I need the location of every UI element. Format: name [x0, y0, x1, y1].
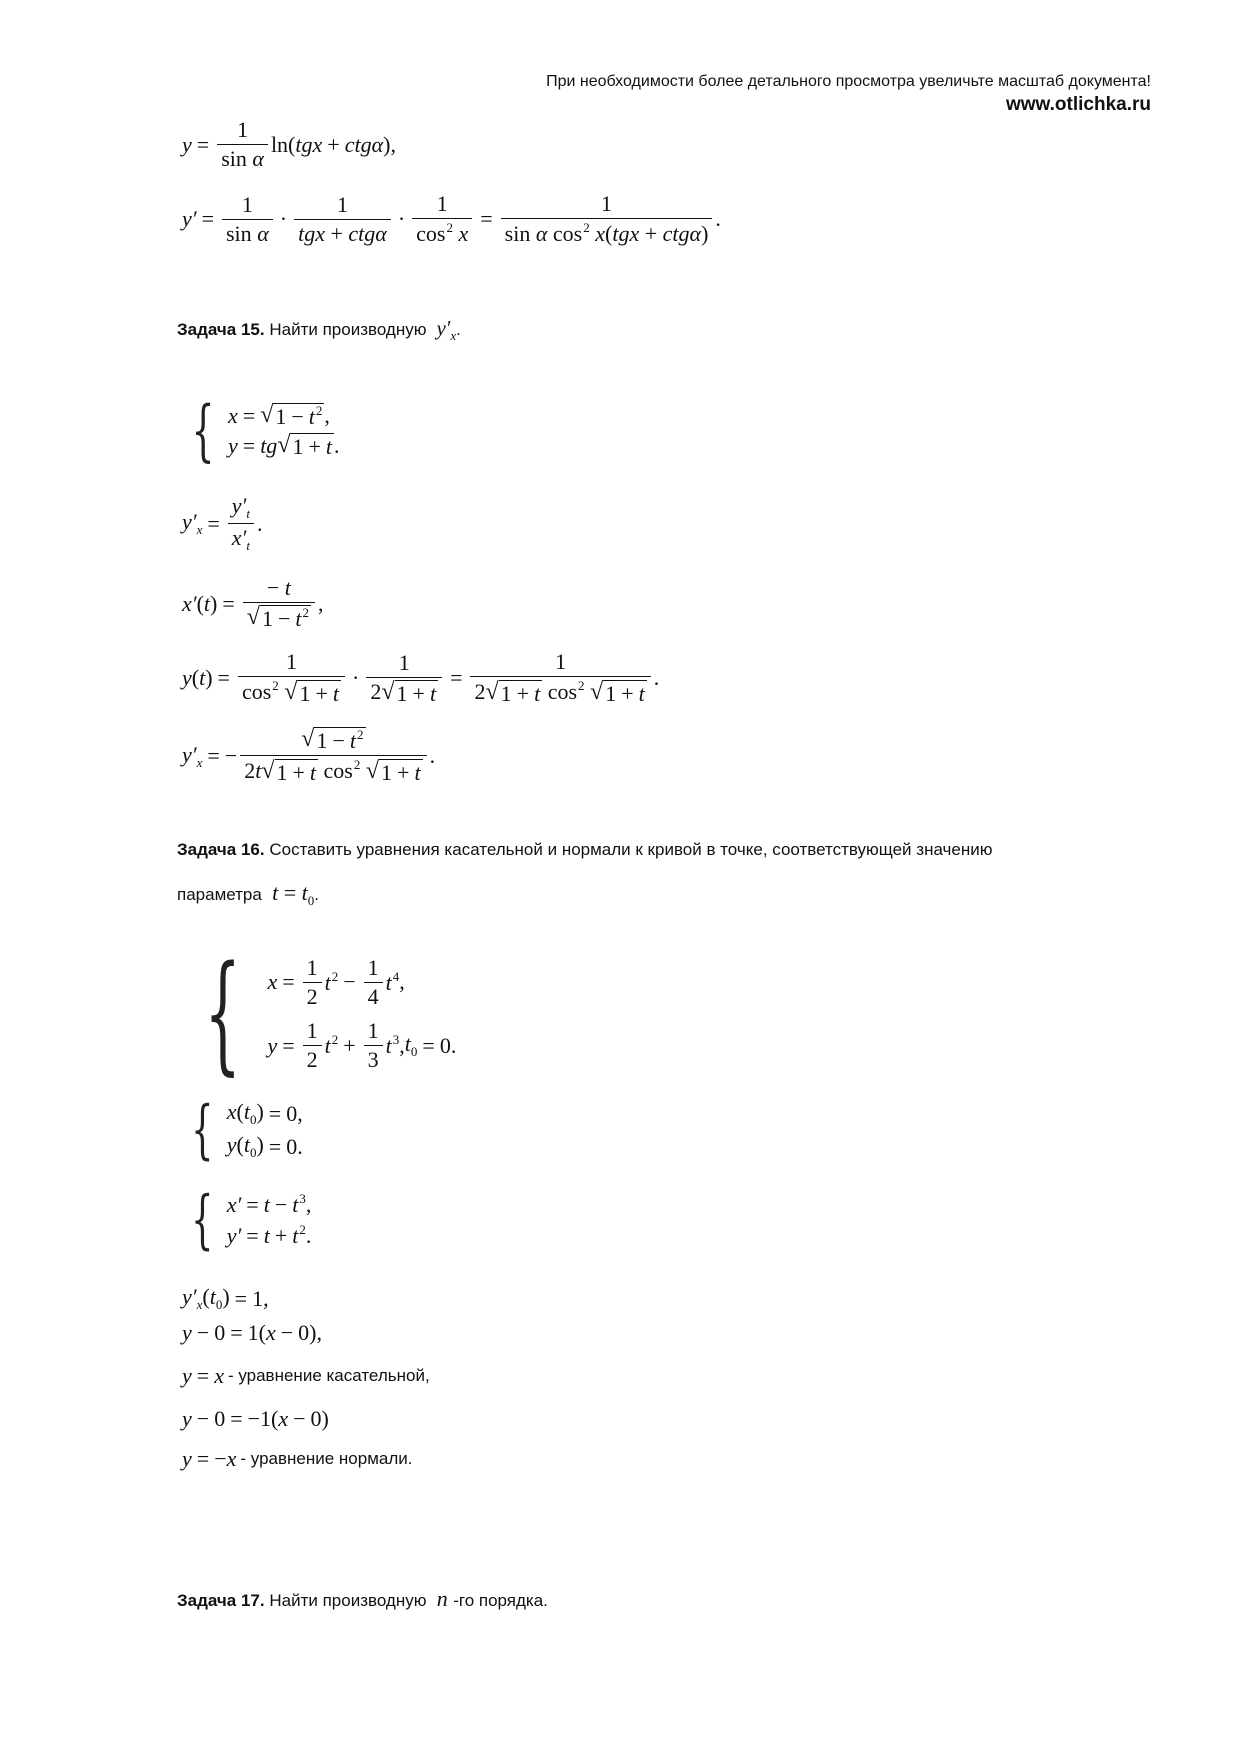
formula-normal-eq: y − 0 = −1( x − 0) [182, 1406, 329, 1431]
task-17-label: Задача 17. [177, 1591, 265, 1610]
task-16-text: Составить уравнения касательной и нормали к кривой в точке, соответствующей значению [269, 840, 993, 859]
task-16-line-2: параметра $t = t_0$. [177, 880, 319, 908]
formula-system-15: { x = √ $1 - t^2$ , y = tg √ 1 + t . [191, 392, 340, 469]
formula-system-16: { x = $\frac{1}{2}$ $t^2$ − $\frac{1}{4}$ $t^4$ , y = $\frac{1}{2}$ $t^2$ + $\frac{1}{3}$ $t^3$ , $t_0$ = 0. [204, 939, 457, 1088]
task-17-text: Найти производную [269, 1591, 427, 1610]
tangent-note: - уравнение касательной, [227, 1366, 430, 1385]
header-note: При необходимости более детального просмотра увеличьте масштаб документа! [546, 73, 1151, 90]
formula-line-1: y = $\frac{1}{\text{sin α}}$ ln( tgx + ctgα ), [182, 117, 396, 172]
header-site: www.otlichka.ru [1006, 94, 1151, 115]
formula-yx-final: $y'_x$ = − √ $1 - t^2$ 2t √ 1 + t $\cos^2$ √ 1 + t . [182, 726, 436, 786]
formula-normal: y = − x - уравнение нормали. [182, 1446, 413, 1471]
task-16-text-2: параметра [177, 885, 262, 904]
formula-tangent: y = x - уравнение касательной, [182, 1363, 430, 1388]
formula-slope: $y'_x(t_0)$ = 1, [182, 1284, 269, 1312]
task-17-text-2: -го порядка. [453, 1591, 548, 1610]
normal-note: - уравнение нормали. [240, 1449, 413, 1468]
formula-system-t0: { $x(t_0)$ = 0, $y(t_0)$ = 0. [191, 1093, 303, 1167]
formula-yt: y(t) = 1 $\cos^2$ √ 1 + t · 1 2 √ 1 + t = 1 2 √ 1 + t $\cos^2$ √ 1 + t . [182, 649, 660, 707]
formula-tangent-eq: y − 0 = 1( x − 0), [182, 1320, 322, 1345]
task-15-text: Найти производную [269, 320, 427, 339]
task-16 [177, 840, 992, 860]
formula-line-2: y′ = $\frac{1}{\text{sin α}}$ · $\frac{1}{\text{tgx + ctgα}}$ · $\frac{1}{\cos^2 x}$ = $\frac{1}{\sin \alpha \cos^2 x(tgx + ctg\alpha)}$ . [182, 191, 721, 247]
task-15: Задача 15. Найти производную $y'_x$. [177, 316, 461, 343]
formula-xt: x′(t) = − t √ $1 - t^2$ , [182, 575, 324, 632]
task-17: Задача 17. Найти производную n -го порядка. [177, 1586, 548, 1611]
formula-yx-ratio: $y'_x$ = $\frac{y'_t}{x'_t}$ . [182, 493, 263, 554]
formula-system-derivs: { x′ = t − $t^3$ , y′ = t + $t^2$ . [191, 1183, 312, 1257]
task-15-label: Задача 15. [177, 320, 265, 339]
task-16-label: Задача 16. [177, 840, 265, 859]
